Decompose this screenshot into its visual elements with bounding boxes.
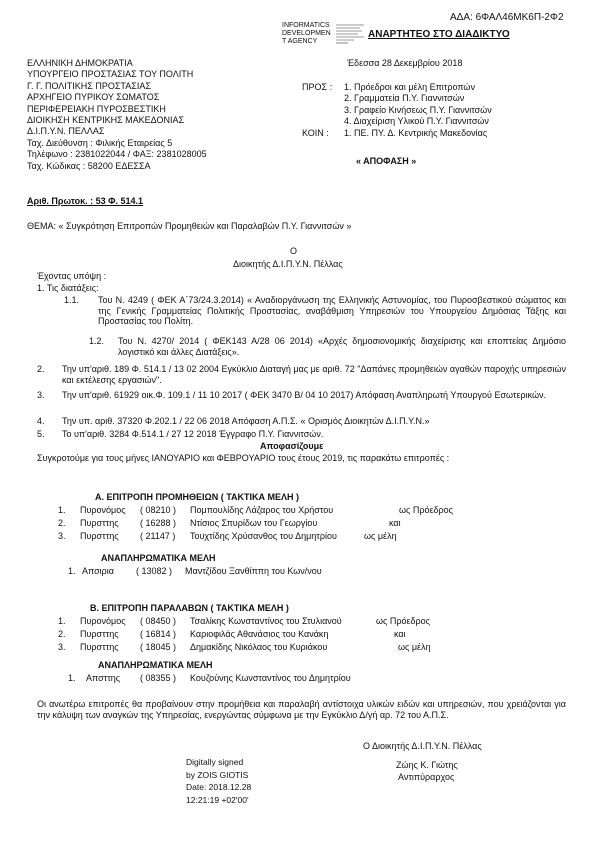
commander-title: Διοικητής Δ.Ι.Π.Υ.Ν. Πέλλας <box>233 259 343 269</box>
closing-paragraph: Οι ανωτέρω επιτροπές θα προβαίνουν στην προμήθεια και παραλαβή αντίστοιχα υλικών ειδών και υπηρεσιών, που χρειάζονται για την κάλυψη των αναγκών της Υπηρεσίας, ενεργώντας σύμφωνα με την Εγκύκλιο Δ/γή αρ. 72 του Α.Π.Σ. <box>37 699 566 721</box>
member-name: Καριοφιλάς Αθανάσιος του Κανάκη <box>190 629 329 639</box>
section-b-alt-title: ΑΝΑΠΛΗΡΩΜΑΤΙΚΑ ΜΕΛΗ <box>98 660 213 670</box>
alt-rank: Απσιρια <box>82 566 114 576</box>
informatics-logo: INFORMATICS DEVELOPMEN T AGENCY <box>282 22 331 45</box>
member-id: ( 18045 ) <box>140 642 177 652</box>
section-a-alt-title: ΑΝΑΠΛΗΡΩΜΑΤΙΚΑ ΜΕΛΗ <box>101 553 216 563</box>
item5-num: 5. <box>37 429 45 439</box>
alt-id: ( 08355 ) <box>140 673 177 683</box>
logo-seal-icon <box>336 22 368 46</box>
header-line: Τηλέφωνο : 2381022044 / ΦΑΞ: 2381028005 <box>27 149 207 160</box>
list-item: 1. Πρόεδροι και μέλη Επιτροπών <box>344 82 475 92</box>
item11-text: Του Ν. 4249 ( ΦΕΚ Α΄73/24.3.2014) « Αναδιοργάνωση της Ελληνικής Αστυνομίας, του Πυροσβεστικού σώματος και της Γενικής Γραμματείας Πολιτικής Προστασίας, αναβάθμιση Υπηρεσιών του Υπουργείου Δημόσιας Τάξης και Προστασίας του Πολίτη. <box>98 295 566 327</box>
item2-num: 2. <box>37 364 45 374</box>
member-num: 2. <box>58 629 66 639</box>
item4-text: Την υπ. αριθ. 37320 Φ.202.1 / 22 06 2018 Απόφαση Α.Π.Σ. « Ορισμός Διοικητών Δ.Ι.Π.Υ.Ν.» <box>62 416 430 426</box>
header-line: ΑΡΧΗΓΕΙΟ ΠΥΡΙΚΟΥ ΣΩΜΑΤΟΣ <box>27 92 160 103</box>
item3-text: Την υπ'αριθ. 61929 οικ.Φ. 109.1 / 11 10 2017 ( ΦΕΚ 3470 Β/ 04 10 2017) Απόφαση Αναπληρωτή Υπουργού Εσωτερικών. <box>62 390 547 400</box>
alt-num: 1. <box>68 566 76 576</box>
alt-num: 1. <box>68 673 76 683</box>
koin-item: 1. ΠΕ. ΠΥ. Δ. Κεντρικής Μακεδονίας <box>344 128 488 138</box>
member-name: Δημακίδης Νικόλαος του Κυριάκου <box>190 642 328 652</box>
decide-title: Αποφασίζουμε <box>260 441 324 451</box>
header-line: ΔΙΟΙΚΗΣΗ ΚΕΝΤΡΙΚΗΣ ΜΑΚΕΔΟΝΙΑΣ <box>27 115 185 126</box>
digital-signature: Digitally signed by ZOIS GIOTIS Date: 2018.12.28 12:21:19 +02'00' <box>186 757 252 805</box>
member-num: 3. <box>58 531 66 541</box>
alt-id: ( 13082 ) <box>136 566 173 576</box>
member-name: Ντίσιος Σπυρίδων του Γεωργίου <box>190 518 318 528</box>
member-rank: Πυρσττης <box>80 629 119 639</box>
item12-num: 1.2. <box>89 336 105 346</box>
header-line: Ταχ. Διεύθυνση : Φιλικής Εταιρείας 5 <box>27 137 173 148</box>
koin-label: ΚΟΙΝ : <box>302 128 329 138</box>
item4-num: 4. <box>37 416 45 426</box>
pros-label: ΠΡΟΣ : <box>302 82 333 92</box>
member-id: ( 21147 ) <box>140 531 176 541</box>
member-role: και <box>389 518 401 528</box>
signature-name: Ζώης Κ. Γιώτης <box>396 760 458 770</box>
signature-rank: Αντιπύραρχος <box>398 772 455 782</box>
member-num: 3. <box>58 642 66 652</box>
alt-rank: Απσττης <box>86 673 121 683</box>
member-num: 1. <box>58 505 66 515</box>
section-a-title: Α. ΕΠΙΤΡΟΠΗ ΠΡΟΜΗΘΕΙΩΝ ( ΤΑΚΤΙΚΑ ΜΕΛΗ ) <box>95 492 300 502</box>
alt-name: Μαντζίδου Ξανθίππη του Κων/νου <box>185 566 322 576</box>
header-line: ΠΕΡΙΦΕΡΕΙΑΚΗ ΠΥΡΟΣΒΕΣΤΙΚΗ <box>27 103 166 114</box>
member-role: ως Πρόεδρος <box>399 505 453 515</box>
member-id: ( 16288 ) <box>140 518 177 528</box>
header-line: ΥΠΟΥΡΓΕΙΟ ΠΡΟΣΤΑΣΙΑΣ ΤΟΥ ΠΟΛΙΤΗ <box>27 69 194 80</box>
subject-line: ΘΕΜΑ: « Συγκρότηση Επιτροπών Προμηθειών και Παραλαβών Π.Υ. Γιαννιτσών » <box>27 221 352 231</box>
section-b-title: Β. ΕΠΙΤΡΟΠΗ ΠΑΡΑΛΑΒΩΝ ( ΤΑΚΤΙΚΑ ΜΕΛΗ ) <box>90 603 289 613</box>
member-role: ως Πρόεδρος <box>376 616 430 626</box>
having-label: Έχοντας υπόψη : <box>37 271 107 281</box>
item12-text: Του Ν. 4270/ 2014 ( ΦΕΚ143 Α/28 06 2014) «Αρχές δημοσιονομικής διαχείρισης και εποπτείας Δημόσιο λογιστικό και άλλες Διατάξεις». <box>118 336 566 357</box>
member-id: ( 08450 ) <box>140 616 177 626</box>
item1-label: 1. Τις διατάξεις: <box>37 283 99 293</box>
member-name: Τουχτίδης Χρύσανθος του Δημητρίου <box>190 531 337 541</box>
member-role: ως μέλη <box>398 642 431 652</box>
ada-code: ΑΔΑ: 6ΦΑΛ46ΜΚ6Π-2Φ2 <box>450 12 564 23</box>
header-line: ΕΛΛΗΝΙΚΗ ΔΗΜΟΚΡΑΤΙΑ <box>27 58 133 68</box>
list-item: 4. Διαχείριση Υλικού Π.Υ. Γιαννιτσών <box>344 116 489 127</box>
o-label: Ο <box>290 246 298 256</box>
pros-list <box>344 82 492 128</box>
member-id: ( 08210 ) <box>140 505 177 515</box>
member-rank: Πυρσττης <box>80 531 119 541</box>
member-num: 2. <box>58 518 66 528</box>
document-date: Έδεσσα 28 Δεκεμβρίου 2018 <box>347 58 463 68</box>
list-item: 2. Γραμματεία Π.Υ. Γιαννιτσών <box>344 93 465 104</box>
signoff-title: Ο Διοικητής Δ.Ι.Π.Υ.Ν. Πέλλας <box>363 741 482 751</box>
decide-text: Συγκροτούμε για τους μήνες ΙΑΝΟΥΑΡΙΟ και ΦΕΒΡΟΥΑΡΙΟ τους έτους 2019, τις παρακάτω επιτροπές : <box>37 453 450 463</box>
member-rank: Πυρονόμος <box>80 616 126 626</box>
header-line: Δ.Ι.Π.Υ.Ν. ΠΕΛΛΑΣ <box>27 126 105 137</box>
header-line: Γ. Γ. ΠΟΛΙΤΙΚΗΣ ΠΡΟΣΤΑΣΙΑΣ <box>27 80 151 91</box>
posted-label: ΑΝΑΡΤΗΤΕΟ ΣΤΟ ΔΙΑΔΙΚΤΥΟ <box>368 29 510 40</box>
item5-text: Το υπ'αριθ. 3284 Φ.514.1 / 27 12 2018 Έγγραφο Π.Υ. Γιαννιτσών. <box>62 429 324 439</box>
member-name: Τσαλίκης Κωνσταντίνος του Στυλιανού <box>190 616 342 626</box>
item2-text: Την υπ'αριθ. 189 Φ. 514.1 / 13 02 2004 Εγκύκλιο Διαταγή μας με αριθ. 72 "Δαπάνες προμηθειών αγαθών παροχής υπηρεσιών και εκτέλεσης εργασιών". <box>62 364 566 385</box>
member-id: ( 16814 ) <box>140 629 177 639</box>
protocol-number: Αριθ. Πρωτοκ. : 53 Φ. 514.1 <box>27 196 144 206</box>
alt-name: Κουζούνης Κωνσταντίνος του Δημητρίου <box>190 673 351 683</box>
member-rank: Πυρσττης <box>80 518 119 528</box>
header-line: Ταχ. Κώδικας : 58200 ΕΔΕΣΣΑ <box>27 160 151 171</box>
member-rank: Πυρονόμος <box>80 505 126 515</box>
member-role: και <box>394 629 406 639</box>
sender-header <box>27 58 207 172</box>
list-item: 3. Γραφείο Κινήσεως Π.Υ. Γιαννιτσών <box>344 104 492 115</box>
apofasi-title: « ΑΠΟΦΑΣΗ » <box>356 156 417 166</box>
member-role: ως μέλη <box>364 531 397 541</box>
member-rank: Πυρσττης <box>80 642 119 652</box>
member-num: 1. <box>58 616 66 626</box>
item11-num: 1.1. <box>64 295 80 305</box>
member-name: Πομπουλίδης Λάζαρος του Χρήστου <box>190 505 334 515</box>
item3-num: 3. <box>37 390 45 400</box>
